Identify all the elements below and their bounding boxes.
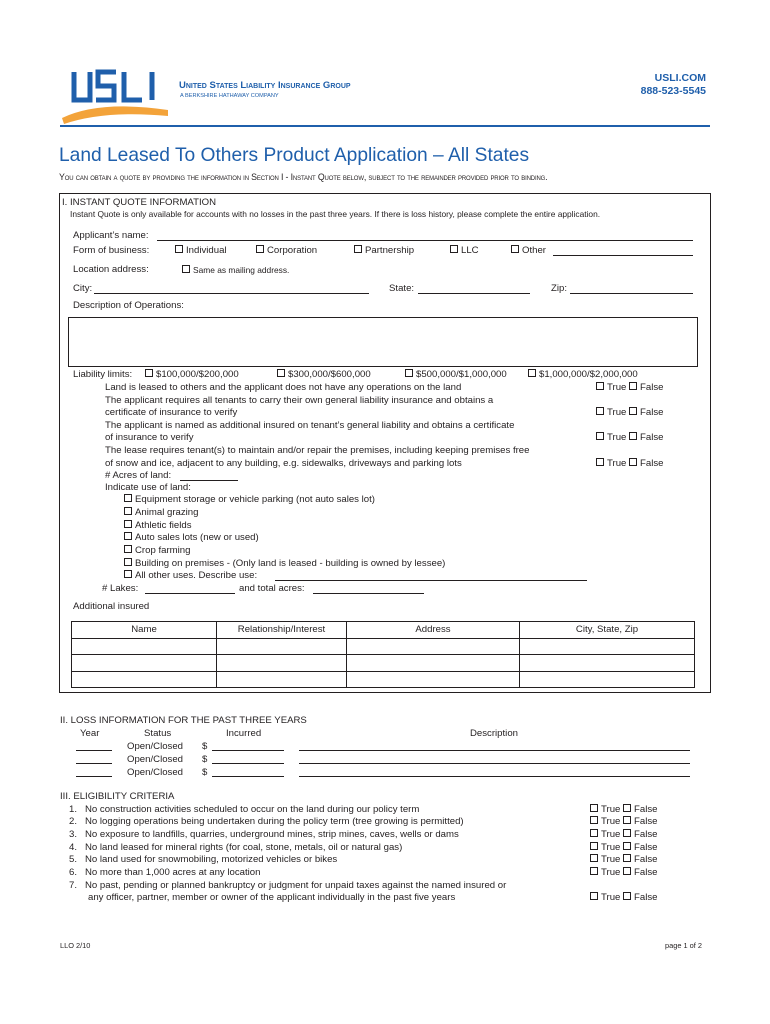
criteria-item-4: 4. No land leased for mineral rights (for coal, stone, metals, oil or natural gas) [69, 842, 403, 853]
header-rule [60, 125, 710, 127]
zip-label: Zip: [551, 283, 567, 294]
limit-option-500k[interactable] [405, 369, 507, 380]
instant-quote-note: Instant Quote is only available for accounts with no losses in the past three years. If there is loss history, please complete the entire application. [70, 209, 601, 219]
question-3-line1: The applicant is named as additional insured on tenant’s general liability and obtains a certificate [105, 420, 515, 431]
same-as-mailing-label: Same as mailing address. [193, 265, 290, 275]
question-1-true-false[interactable] [596, 382, 664, 393]
criteria-5-true-false[interactable] [590, 854, 658, 865]
page-title: Land Leased To Others Product Application – All States [59, 145, 530, 166]
limit-option-300k[interactable] [277, 369, 371, 380]
limit-label: $1,000,000/$2,000,000 [539, 369, 638, 380]
checkbox-icon [124, 545, 132, 553]
form-option-partnership[interactable] [354, 245, 414, 256]
criteria-item-6: 6. No more than 1,000 acres at any location [69, 867, 261, 878]
checkbox-icon [590, 892, 598, 900]
table-cell[interactable] [520, 655, 695, 672]
checkbox-icon [590, 867, 598, 875]
checkbox-icon [175, 245, 183, 253]
location-address-label: Location address: [73, 264, 149, 275]
column-header-city-state-zip: City, State, Zip [520, 622, 695, 639]
loss-incurred-field[interactable] [212, 776, 284, 777]
checkbox-icon [623, 867, 631, 875]
page-subtitle: You can obtain a quote by providing the information in Section I - Instant Quote below, subject to the remainder provided prior to binding. [59, 172, 548, 182]
false-label: False [634, 892, 658, 903]
checkbox-icon [145, 369, 153, 377]
checkbox-icon [405, 369, 413, 377]
dollar-sign: $ [202, 767, 208, 778]
table-row[interactable] [72, 638, 695, 655]
table-row[interactable] [72, 655, 695, 672]
column-header-description: Description [470, 728, 518, 739]
company-name: United States Liability Insurance Group [179, 80, 351, 91]
false-label: False [634, 842, 658, 853]
table-cell[interactable] [217, 655, 347, 672]
column-header-name: Name [72, 622, 217, 639]
acres-of-land-field[interactable] [180, 480, 238, 481]
criteria-item-7: 7. No past, pending or planned bankruptcy or judgment for unpaid taxes against the named insured or [69, 880, 507, 891]
checkbox-icon [277, 369, 285, 377]
false-label: False [640, 382, 664, 393]
criteria-item-1: 1. No construction activities scheduled to occur on the land during our policy term [69, 804, 420, 815]
checkbox-icon [590, 854, 598, 862]
checkbox-icon [124, 570, 132, 578]
use-label: Athletic fields [135, 520, 192, 531]
use-option-equipment[interactable] [124, 494, 375, 505]
criteria-2-true-false[interactable] [590, 816, 658, 827]
column-header-relationship: Relationship/Interest [217, 622, 347, 639]
false-label: False [640, 432, 664, 443]
use-label: Auto sales lots (new or used) [135, 532, 259, 543]
false-label: False [634, 829, 658, 840]
lakes-label: # Lakes: [102, 583, 139, 594]
loss-description-field[interactable] [299, 776, 690, 777]
checkbox-icon [590, 829, 598, 837]
column-header-year: Year [80, 728, 100, 739]
question-3-true-false[interactable] [596, 432, 664, 443]
checkbox-icon [629, 432, 637, 440]
true-label: True [601, 854, 621, 865]
use-of-land-label: Indicate use of land: [105, 482, 191, 493]
use-option-auto-sales[interactable] [124, 532, 259, 543]
table-cell[interactable] [217, 671, 347, 688]
applicant-name-field[interactable] [157, 240, 693, 241]
checkbox-icon [596, 458, 604, 466]
true-label: True [601, 842, 621, 853]
checkbox-icon [124, 558, 132, 566]
checkbox-icon [596, 407, 604, 415]
checkbox-icon [590, 816, 598, 824]
checkbox-icon [511, 245, 519, 253]
use-option-crop[interactable] [124, 545, 190, 556]
true-label: True [607, 432, 627, 443]
table-cell[interactable] [72, 655, 217, 672]
form-option-corporation[interactable] [256, 245, 317, 256]
dollar-sign: $ [202, 754, 208, 765]
loss-incurred-field[interactable] [212, 763, 284, 764]
liability-limits-label: Liability limits: [73, 369, 133, 380]
use-option-grazing[interactable] [124, 507, 198, 518]
description-of-operations-label: Description of Operations: [73, 300, 184, 311]
checkbox-icon [596, 432, 604, 440]
checkbox-icon [124, 520, 132, 528]
dollar-sign: $ [202, 741, 208, 752]
other-business-field[interactable] [553, 255, 693, 256]
false-label: False [640, 458, 664, 469]
checkbox-icon [450, 245, 458, 253]
false-label: False [640, 407, 664, 418]
question-2-line1: The applicant requires all tenants to carry their own general liability insurance and obtains a [105, 395, 494, 406]
section1-frame [59, 193, 711, 693]
checkbox-icon [124, 507, 132, 515]
true-label: True [601, 867, 621, 878]
table-cell[interactable] [347, 655, 520, 672]
limit-label: $500,000/$1,000,000 [416, 369, 507, 380]
website-link[interactable]: USLI.COM [654, 72, 706, 84]
checkbox-icon [590, 842, 598, 850]
additional-insured-table [71, 621, 695, 688]
form-option-llc[interactable] [450, 245, 479, 256]
city-label: City: [73, 283, 93, 294]
question-4-line2: of snow and ice, adjacent to any building, e.g. sidewalks, driveways and parking lots [105, 458, 462, 469]
question-1: Land is leased to others and the applicant does not have any operations on the land [105, 382, 462, 393]
form-option-other[interactable] [511, 245, 546, 256]
loss-status-text: Open/Closed [127, 741, 183, 752]
column-header-status: Status [144, 728, 172, 739]
table-row[interactable] [72, 671, 695, 688]
option-label: Other [522, 245, 546, 256]
limit-label: $100,000/$200,000 [156, 369, 239, 380]
option-label: Partnership [365, 245, 415, 256]
criteria-4-true-false[interactable] [590, 842, 658, 853]
state-field[interactable] [418, 293, 530, 294]
criteria-6-true-false[interactable] [590, 867, 658, 878]
checkbox-icon [623, 842, 631, 850]
table-cell[interactable] [347, 638, 520, 655]
use-option-building[interactable] [124, 558, 445, 569]
checkbox-icon [182, 265, 190, 273]
checkbox-icon [596, 382, 604, 390]
true-label: True [607, 458, 627, 469]
limit-label: $300,000/$600,000 [288, 369, 371, 380]
use-label: Building on premises - (Only land is leased - building is owned by lessee) [135, 558, 446, 569]
applicant-name-label: Applicant’s name: [73, 230, 149, 241]
phone-number: 888-523-5545 [640, 85, 706, 97]
question-4-true-false[interactable] [596, 458, 664, 469]
true-label: True [601, 892, 621, 903]
false-label: False [634, 804, 658, 815]
section1-heading: I. INSTANT QUOTE INFORMATION [62, 197, 217, 208]
acres-of-land-label: # Acres of land: [105, 470, 172, 481]
loss-description-field[interactable] [299, 750, 690, 751]
option-label: LLC [461, 245, 479, 256]
table-cell[interactable] [72, 671, 217, 688]
option-label: Individual [186, 245, 227, 256]
page-number: page 1 of 2 [665, 941, 702, 950]
checkbox-icon [124, 494, 132, 502]
usli-logo [60, 66, 170, 124]
total-acres-field[interactable] [313, 593, 424, 594]
form-option-individual[interactable] [175, 245, 227, 256]
checkbox-icon [623, 892, 631, 900]
criteria-3-true-false[interactable] [590, 829, 658, 840]
criteria-item-3: 3. No exposure to landfills, quarries, underground mines, strip mines, caves, wells or dams [69, 829, 459, 840]
state-label: State: [389, 283, 415, 294]
loss-incurred-field[interactable] [212, 750, 284, 751]
checkbox-icon [590, 804, 598, 812]
use-label: Equipment storage or vehicle parking (not auto sales lot) [135, 494, 375, 505]
description-of-operations-box[interactable] [68, 317, 698, 367]
form-of-business-label: Form of business: [73, 245, 150, 256]
false-label: False [634, 867, 658, 878]
zip-field[interactable] [570, 293, 693, 294]
checkbox-icon [629, 407, 637, 415]
loss-year-field[interactable] [76, 750, 112, 751]
total-acres-label: and total acres: [239, 583, 305, 594]
question-3-line2: of insurance to verify [105, 432, 194, 443]
column-header-address: Address [347, 622, 520, 639]
true-label: True [607, 382, 627, 393]
checkbox-icon [623, 804, 631, 812]
use-label: Animal grazing [135, 507, 199, 518]
criteria-item-7-continued: any officer, partner, member or owner of the applicant individually in the past five years [88, 892, 456, 903]
column-header-incurred: Incurred [226, 728, 262, 739]
table-cell[interactable] [520, 671, 695, 688]
table-cell[interactable] [520, 638, 695, 655]
other-use-field[interactable] [275, 580, 587, 581]
form-code: LLO 2/10 [60, 941, 91, 950]
checkbox-icon [528, 369, 536, 377]
same-as-mailing-checkbox[interactable] [182, 265, 289, 275]
loss-status-text: Open/Closed [127, 754, 183, 765]
question-4-line1: The lease requires tenant(s) to maintain and/or repair the premises, including keeping premises free [105, 445, 530, 456]
checkbox-icon [623, 829, 631, 837]
checkbox-icon [354, 245, 362, 253]
use-option-athletic[interactable] [124, 520, 192, 531]
true-label: True [607, 407, 627, 418]
criteria-7-true-false[interactable] [590, 892, 658, 903]
criteria-item-5: 5. No land used for snowmobiling, motorized vehicles or bikes [69, 854, 338, 865]
company-subtitle: A BERKSHIRE HATHAWAY COMPANY [180, 93, 279, 99]
lakes-field[interactable] [145, 593, 235, 594]
loss-year-field[interactable] [76, 763, 112, 764]
section2-heading: II. LOSS INFORMATION FOR THE PAST THREE YEARS [60, 715, 307, 726]
use-label: Crop farming [135, 545, 191, 556]
criteria-item-2: 2. No logging operations being undertaken during the policy term (tree growing is permitted) [69, 816, 464, 827]
table-cell[interactable] [217, 638, 347, 655]
use-option-other[interactable] [124, 570, 257, 581]
checkbox-icon [124, 532, 132, 540]
checkbox-icon [256, 245, 264, 253]
checkbox-icon [629, 382, 637, 390]
true-label: True [601, 829, 621, 840]
city-field[interactable] [94, 293, 369, 294]
loss-year-field[interactable] [76, 776, 112, 777]
checkbox-icon [623, 854, 631, 862]
limit-option-100k[interactable] [145, 369, 239, 380]
section3-heading: III. ELIGIBILITY CRITERIA [60, 791, 175, 802]
use-label: All other uses. Describe use: [135, 570, 258, 581]
false-label: False [634, 854, 658, 865]
limit-option-1m[interactable] [528, 369, 638, 380]
loss-status-text: Open/Closed [127, 767, 183, 778]
false-label: False [634, 816, 658, 827]
criteria-1-true-false[interactable] [590, 804, 658, 815]
table-cell[interactable] [72, 638, 217, 655]
loss-description-field[interactable] [299, 763, 690, 764]
true-label: True [601, 804, 621, 815]
true-label: True [601, 816, 621, 827]
checkbox-icon [623, 816, 631, 824]
additional-insured-label: Additional insured [73, 601, 150, 612]
table-header-row [72, 622, 695, 639]
question-2-line2: certificate of insurance to verify [105, 407, 238, 418]
option-label: Corporation [267, 245, 318, 256]
table-cell[interactable] [347, 671, 520, 688]
checkbox-icon [629, 458, 637, 466]
question-2-true-false[interactable] [596, 407, 664, 418]
